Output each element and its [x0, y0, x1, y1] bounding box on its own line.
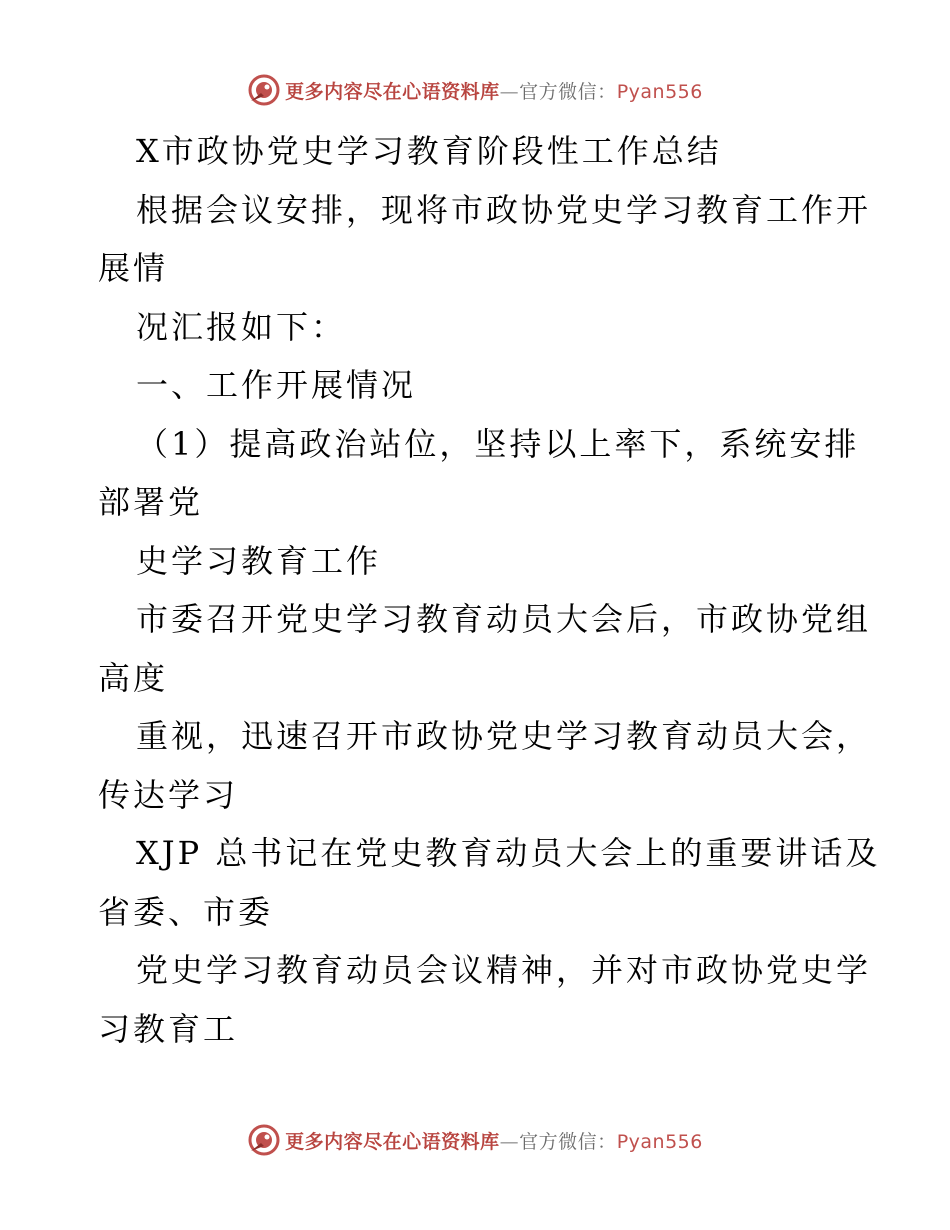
document-body [98, 122, 881, 1058]
document-line: 部署党 [98, 483, 204, 521]
banner-main-text: 更多内容尽在心语资料库 [285, 1130, 500, 1153]
banner-separator: — [499, 1130, 520, 1153]
subsection-heading: （1）提高政治站位，坚持以上率下，系统安排 [136, 424, 860, 463]
document-line: 省委、市委 [98, 892, 274, 931]
document-line: 根据会议安排，现将市政协党史学习教育工作开 [136, 190, 872, 229]
banner-text [285, 77, 703, 104]
footer-watermark-banner [0, 1120, 950, 1160]
document-line: 展情 [98, 249, 169, 287]
document-line: 高度 [98, 658, 169, 697]
document-title: X市政协党史学习教育阶段性工作总结 [136, 132, 722, 170]
pen-logo-icon [247, 1123, 281, 1157]
pen-logo-icon [247, 73, 281, 107]
document-line: XJP 总书记在党史教育动员大会上的重要讲话及 [136, 834, 881, 872]
banner-main-text: 更多内容尽在心语资料库 [285, 80, 500, 103]
banner-separator: — [499, 80, 520, 103]
document-line: 史学习教育工作 [136, 541, 382, 580]
banner-sub-text: 官方微信： [519, 1130, 617, 1153]
document-line: 习教育工 [98, 1009, 239, 1048]
document-line: 况汇报如下： [136, 307, 347, 346]
section-heading: 一、工作开展情况 [136, 366, 417, 404]
document-line: 党史学习教育动员会议精神，并对市政协党史学 [136, 951, 872, 989]
banner-sub-text: 官方微信： [519, 80, 617, 103]
banner-wechat-id: Pyan556 [616, 80, 703, 103]
header-watermark-banner [0, 70, 950, 110]
banner-text [285, 1127, 703, 1154]
document-line: 传达学习 [98, 775, 239, 814]
document-line: 重视，迅速召开市政协党史学习教育动员大会， [136, 717, 872, 755]
banner-wechat-id: Pyan556 [616, 1130, 703, 1153]
document-line: 市委召开党史学习教育动员大会后，市政协党组 [136, 600, 872, 638]
